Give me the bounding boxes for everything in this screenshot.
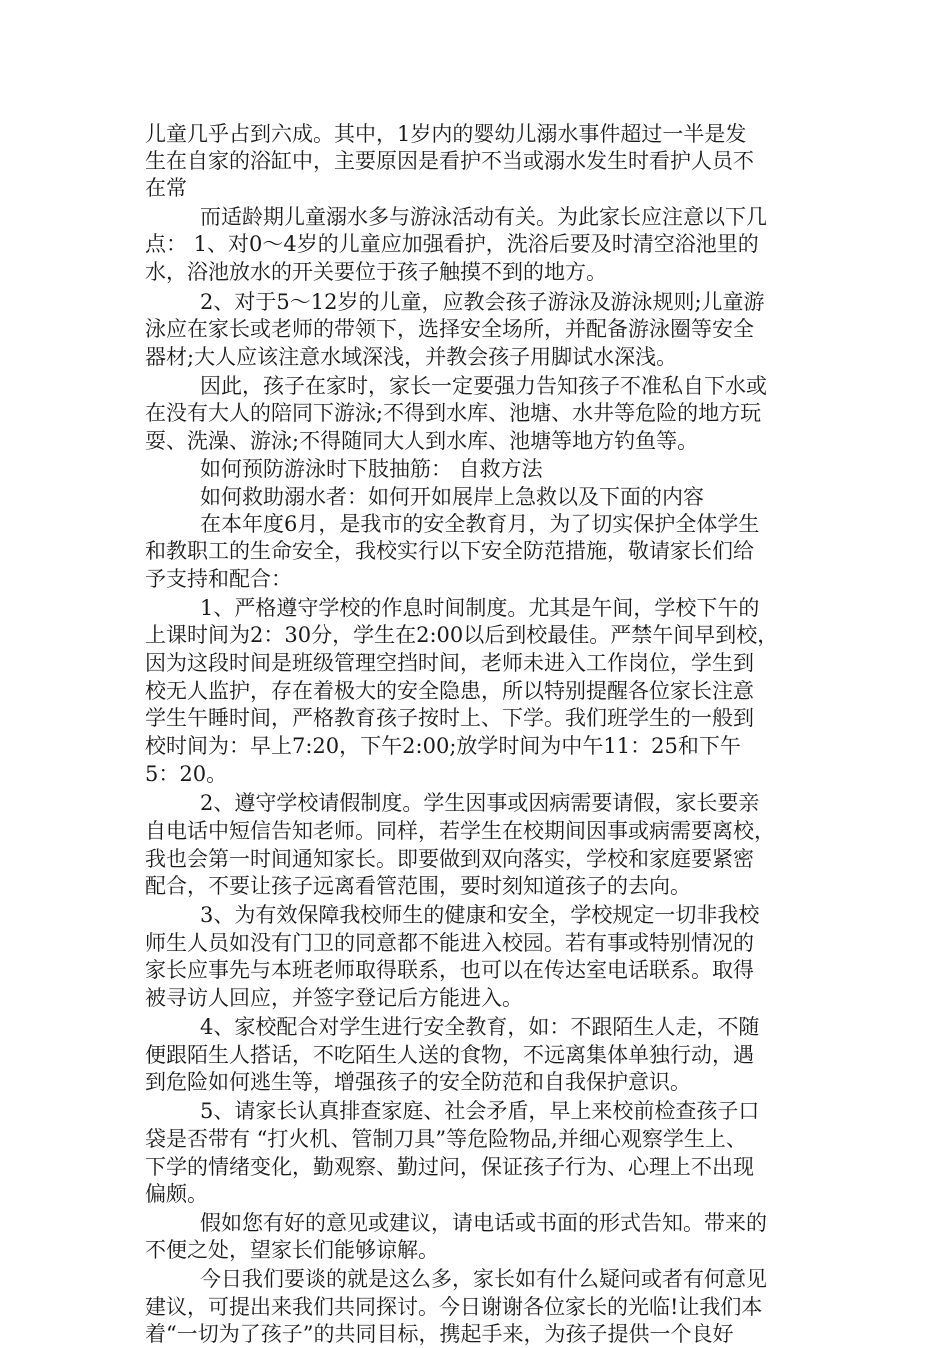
paragraph-line: 泳应在家长或老师的带领下，选择安全场所，并配备游泳圈等安全 bbox=[145, 317, 754, 341]
paragraph-line: 而适龄期儿童溺水多与游泳活动有关。为此家长应注意以下几 bbox=[200, 205, 767, 229]
paragraph-line: 2、对于5～12岁的儿童，应教会孩子游泳及游泳规则;儿童游 bbox=[200, 290, 765, 314]
paragraph-line: 家长应事先与本班老师取得联系，也可以在传达室电话联系。取得 bbox=[145, 958, 754, 982]
paragraph-line: 校时间为：早上7:20，下午2:00;放学时间为中午11：25和下午 bbox=[145, 734, 741, 758]
paragraph-line: 自电话中短信告知老师。同样，若学生在校期间因事或病需要离校， bbox=[145, 819, 775, 843]
paragraph-line: 器材;大人应该注意水域深浅，并教会孩子用脚试水深浅。 bbox=[145, 345, 678, 369]
paragraph-line: 学生午睡时间，严格教育孩子按时上、下学。我们班学生的一般到 bbox=[145, 706, 754, 730]
paragraph-line: 师生人员如没有门卫的同意都不能进入校园。若有事或特别情况的 bbox=[145, 931, 754, 955]
paragraph-line: 配合，不要让孩子远离看管范围，要时刻知道孩子的去向。 bbox=[145, 874, 691, 898]
paragraph-line: 点： 1、对0～4岁的儿童应加强看护，洗浴后要及时清空浴池里的 bbox=[145, 232, 759, 256]
paragraph-line: 便跟陌生人搭话，不吃陌生人送的食物，不远离集体单独行动，遇 bbox=[145, 1043, 754, 1067]
paragraph-line: 今日我们要谈的就是这么多，家长如有什么疑问或者有何意见 bbox=[200, 1267, 767, 1291]
paragraph-line: 不便之处，望家长们能够谅解。 bbox=[145, 1238, 439, 1262]
paragraph-line: 耍、洗澡、游泳;不得随同大人到水库、池塘等地方钓鱼等。 bbox=[145, 429, 699, 453]
paragraph-line: 偏颇。 bbox=[145, 1182, 208, 1206]
paragraph-line: 到危险如何逃生等，增强孩子的安全防范和自我保护意识。 bbox=[145, 1070, 691, 1094]
paragraph-line: 在常 bbox=[145, 176, 187, 200]
paragraph-line: 上课时间为2：30分，学生在2:00以后到校最佳。严禁午间早到校， bbox=[145, 623, 779, 647]
paragraph-line: 如何预防游泳时下肢抽筋： 自救方法 bbox=[200, 457, 543, 481]
paragraph-line: 5、请家长认真排查家庭、社会矛盾，早上来校前检查孩子口 bbox=[200, 1099, 760, 1123]
paragraph-line: 下学的情绪变化，勤观察、勤过问，保证孩子行为、心理上不出现 bbox=[145, 1155, 754, 1179]
paragraph-line: 1、严格遵守学校的作息时间制度。尤其是午间，学校下午的 bbox=[200, 596, 760, 620]
paragraph-line: 5：20。 bbox=[145, 762, 228, 786]
paragraph-line: 因为这段时间是班级管理空挡时间，老师未进入工作岗位，学生到 bbox=[145, 651, 754, 675]
paragraph-line: 袋是否带有 “打火机、管制刀具”等危险物品,并细心观察学生上、 bbox=[145, 1127, 747, 1151]
paragraph-line: 4、家校配合对学生进行安全教育，如：不跟陌生人走，不随 bbox=[200, 1015, 760, 1039]
paragraph-line: 水，浴池放水的开关要位于孩子触摸不到的地方。 bbox=[145, 260, 607, 284]
paragraph-line: 如何救助溺水者：如何开如展岸上急救以及下面的内容 bbox=[200, 485, 704, 509]
paragraph-line: 生在自家的浴缸中，主要原因是看护不当或溺水发生时看护人员不 bbox=[145, 149, 754, 173]
paragraph-line: 校无人监护，存在着极大的安全隐患，所以特别提醒各位家长注意 bbox=[145, 679, 754, 703]
paragraph-line: 在本年度6月，是我市的安全教育月，为了切实保护全体学生 bbox=[200, 512, 760, 536]
paragraph-line: 予支持和配合： bbox=[145, 567, 292, 591]
paragraph-line: 和教职工的生命安全，我校实行以下安全防范措施，敬请家长们给 bbox=[145, 539, 754, 563]
paragraph-line: 建议，可提出来我们共同探讨。今日谢谢各位家长的光临!让我们本 bbox=[145, 1295, 763, 1319]
paragraph-line: 被寻访人回应，并签字登记后方能进入。 bbox=[145, 986, 523, 1010]
paragraph-line: 因此，孩子在家时，家长一定要强力告知孩子不准私自下水或 bbox=[200, 374, 767, 398]
paragraph-line: 假如您有好的意见或建议，请电话或书面的形式告知。带来的 bbox=[200, 1211, 767, 1235]
paragraph-line: 在没有大人的陪同下游泳;不得到水库、池塘、水井等危险的地方玩 bbox=[145, 401, 762, 425]
paragraph-line: 3、为有效保障我校师生的健康和安全，学校规定一切非我校 bbox=[200, 903, 760, 927]
paragraph-line: 2、遵守学校请假制度。学生因事或因病需要请假，家长要亲 bbox=[200, 791, 760, 815]
paragraph-line: 着“一切为了孩子”的共同目标，携起手来，为孩子提供一个良好 bbox=[145, 1322, 734, 1346]
paragraph-line: 儿童几乎占到六成。其中，1岁内的婴幼儿溺水事件超过一半是发 bbox=[145, 122, 747, 146]
paragraph-line: 我也会第一时间通知家长。即要做到双向落实，学校和家庭要紧密 bbox=[145, 847, 754, 871]
